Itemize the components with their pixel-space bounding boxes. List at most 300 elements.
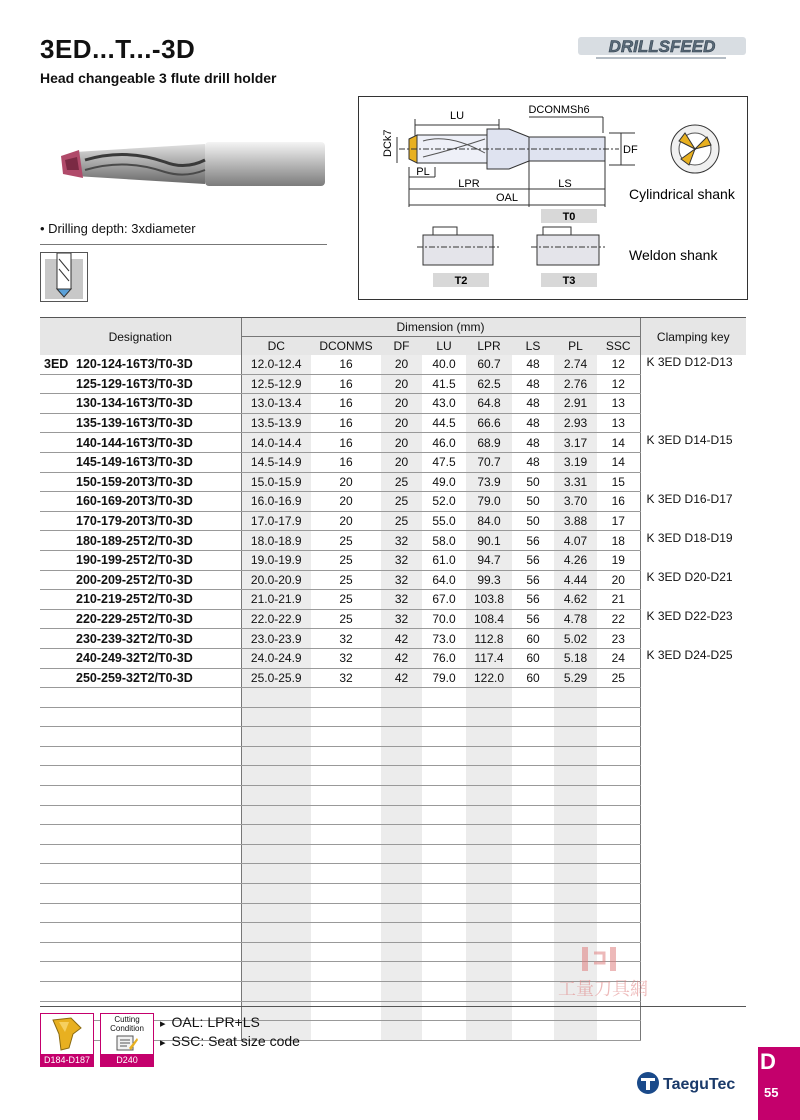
label-ls: LS [558,178,572,190]
value-cell-lu: 79.0 [422,668,466,688]
value-cell-df: 20 [381,433,422,453]
empty-table-row [40,707,746,727]
clamping-key-cell: K 3ED D22-D23 [646,609,733,624]
table-row [40,609,746,629]
value-cell-ls: 48 [512,374,554,394]
value-cell-df: 25 [381,511,422,531]
value-cell-dc: 15.0-15.9 [241,472,311,492]
empty-cell [640,707,746,727]
empty-cell [597,805,640,825]
value-cell-ssc: 12 [597,374,640,394]
empty-cell [466,786,512,806]
designation-code: 170-179-20T3/T0-3D [76,514,193,529]
value-cell-df: 20 [381,374,422,394]
designation-code: 210-219-25T2/T0-3D [76,592,193,607]
value-cell-df: 32 [381,590,422,610]
tag-t2: T2 [454,275,468,287]
empty-cell [40,707,241,727]
empty-cell [466,1001,512,1021]
empty-cell [422,884,466,904]
empty-cell [554,825,597,845]
empty-cell [512,844,554,864]
empty-cell [311,727,381,747]
value-cell-ssc: 19 [597,550,640,570]
empty-cell [422,707,466,727]
value-cell-ls: 50 [512,511,554,531]
value-cell-pl: 3.88 [554,511,597,531]
designation-cell [40,394,241,414]
value-cell-pl: 3.31 [554,472,597,492]
cylindrical-shank-label: Cylindrical shank [629,186,735,202]
note-ssc: ▸ SSC: Seat size code [160,1033,300,1052]
clamping-key-cell: K 3ED D12-D13 [646,355,733,369]
empty-cell [241,786,311,806]
drill-holder-photo [55,130,330,200]
empty-cell [311,884,381,904]
empty-cell [466,688,512,708]
empty-cell [381,746,422,766]
empty-cell [466,903,512,923]
empty-cell [311,766,381,786]
value-cell-df: 20 [381,413,422,433]
page-number: 55 [764,1085,779,1100]
value-cell-ls: 60 [512,648,554,668]
designation-code: 220-229-25T2/T0-3D [76,612,193,627]
clamping-key-cell: K 3ED D14-D15 [646,432,733,447]
value-cell-lu: 58.0 [422,531,466,551]
empty-cell [554,903,597,923]
value-cell-dconms: 16 [311,413,381,433]
empty-cell [241,884,311,904]
empty-cell [422,864,466,884]
empty-cell [512,903,554,923]
value-cell-dc: 14.5-14.9 [241,452,311,472]
label-dconms: DCONMSh6 [528,104,590,116]
watermark-text: 工量刀具網 [558,979,648,1000]
value-cell-df: 32 [381,609,422,629]
value-cell-ls: 50 [512,472,554,492]
empty-cell [512,884,554,904]
value-cell-dc: 14.0-14.4 [241,433,311,453]
empty-cell [640,786,746,806]
empty-cell [381,903,422,923]
value-cell-lu: 70.0 [422,609,466,629]
value-cell-lu: 73.0 [422,629,466,649]
empty-cell [640,903,746,923]
designation-prefix: 3ED [44,357,69,372]
empty-table-row [40,825,746,845]
value-cell-pl: 5.29 [554,668,597,688]
empty-cell [40,786,241,806]
empty-cell [311,844,381,864]
clamping-key-cell: K 3ED D20-D21 [646,570,733,585]
empty-cell [512,766,554,786]
label-df: DF [623,144,638,156]
value-cell-df: 20 [381,452,422,472]
value-cell-dc: 17.0-17.9 [241,511,311,531]
empty-table-row [40,844,746,864]
empty-cell [512,923,554,943]
value-cell-pl: 4.26 [554,550,597,570]
empty-cell [554,1021,597,1041]
divider [40,244,327,245]
drilling-depth-icon [40,252,88,302]
empty-cell [640,805,746,825]
empty-cell [40,923,241,943]
empty-cell [512,746,554,766]
empty-cell [311,982,381,1002]
empty-cell [422,746,466,766]
empty-cell [381,923,422,943]
value-cell-df: 32 [381,550,422,570]
empty-cell [597,766,640,786]
value-cell-dc: 20.0-20.9 [241,570,311,590]
empty-cell [311,1001,381,1021]
empty-cell [554,884,597,904]
value-cell-ls: 48 [512,452,554,472]
header-col-ssc: SSC [597,337,640,356]
empty-cell [241,688,311,708]
value-cell-ssc: 23 [597,629,640,649]
empty-cell [640,884,746,904]
value-cell-ssc: 16 [597,492,640,512]
label-lu: LU [449,110,465,122]
value-cell-ls: 56 [512,550,554,570]
insert-reference-icon [40,1013,94,1067]
value-cell-ssc: 14 [597,452,640,472]
value-cell-dc: 12.0-12.4 [241,355,311,374]
value-cell-ssc: 21 [597,590,640,610]
empty-cell [466,825,512,845]
value-cell-ssc: 17 [597,511,640,531]
empty-cell [597,786,640,806]
value-cell-dconms: 20 [311,492,381,512]
designation-cell [40,648,241,668]
empty-cell [554,844,597,864]
taegutec-logo [635,1068,745,1098]
value-cell-dc: 19.0-19.9 [241,550,311,570]
empty-cell [554,707,597,727]
value-cell-dc: 21.0-21.9 [241,590,311,610]
value-cell-lpr: 117.4 [466,648,512,668]
empty-cell [40,884,241,904]
value-cell-dconms: 16 [311,433,381,453]
value-cell-pl: 2.76 [554,374,597,394]
empty-cell [422,903,466,923]
insert-reference-tag: D184-D187 [41,1054,93,1066]
value-cell-ssc: 13 [597,413,640,433]
value-cell-dconms: 16 [311,355,381,374]
empty-cell [241,903,311,923]
empty-cell [311,864,381,884]
value-cell-dconms: 32 [311,648,381,668]
empty-cell [381,962,422,982]
value-cell-df: 20 [381,355,422,374]
empty-cell [381,1001,422,1021]
empty-cell [40,688,241,708]
value-cell-df: 25 [381,492,422,512]
designation-cell [40,550,241,570]
value-cell-ls: 56 [512,531,554,551]
empty-cell [640,1021,746,1041]
empty-cell [512,786,554,806]
label-lpr: LPR [458,178,480,190]
empty-cell [554,805,597,825]
designation-code: 250-259-32T2/T0-3D [76,670,193,685]
cutting-condition-icon [100,1013,154,1067]
empty-cell [466,982,512,1002]
empty-cell [597,1021,640,1041]
empty-cell [466,923,512,943]
empty-cell [422,727,466,747]
empty-cell [422,962,466,982]
value-cell-dc: 13.5-13.9 [241,413,311,433]
value-cell-pl: 2.74 [554,355,597,374]
value-cell-dc: 24.0-24.9 [241,648,311,668]
table-row [40,648,746,668]
designation-code: 180-189-25T2/T0-3D [76,533,193,548]
empty-cell [381,727,422,747]
empty-cell [381,766,422,786]
empty-cell [40,844,241,864]
empty-cell [466,844,512,864]
value-cell-ssc: 20 [597,570,640,590]
designation-cell [40,355,241,374]
section-letter: D [760,1049,776,1074]
empty-table-row [40,766,746,786]
empty-cell [40,942,241,962]
empty-cell [466,746,512,766]
value-cell-ls: 50 [512,492,554,512]
empty-cell [241,923,311,943]
empty-cell [241,766,311,786]
empty-cell [597,727,640,747]
value-cell-pl: 3.17 [554,433,597,453]
designation-cell [40,570,241,590]
value-cell-lu: 52.0 [422,492,466,512]
value-cell-lu: 49.0 [422,472,466,492]
empty-cell [640,864,746,884]
empty-cell [311,825,381,845]
empty-cell [311,942,381,962]
empty-cell [40,727,241,747]
empty-cell [241,942,311,962]
drillsfeed-logo [576,34,748,60]
value-cell-ls: 60 [512,668,554,688]
value-cell-lu: 55.0 [422,511,466,531]
value-cell-ls: 56 [512,590,554,610]
tag-t3: T3 [562,275,576,287]
empty-cell [311,903,381,923]
empty-cell [381,884,422,904]
empty-cell [512,707,554,727]
brand-text: DRILLSFEED [608,37,716,56]
empty-cell [381,688,422,708]
designation-code: 140-144-16T3/T0-3D [76,435,193,450]
empty-cell [512,727,554,747]
value-cell-dconms: 20 [311,511,381,531]
empty-cell [311,688,381,708]
value-cell-lu: 64.0 [422,570,466,590]
header-dimension: Dimension (mm) [241,318,640,337]
empty-cell [554,746,597,766]
empty-cell [40,982,241,1002]
empty-cell [311,962,381,982]
empty-cell [311,786,381,806]
clamping-key-cell: K 3ED D24-D25 [646,648,733,663]
section-tab [758,1047,800,1120]
empty-cell [640,688,746,708]
empty-cell [311,923,381,943]
empty-cell [466,942,512,962]
empty-cell [422,805,466,825]
tag-t0: T0 [562,211,576,223]
empty-cell [311,707,381,727]
value-cell-pl: 3.19 [554,452,597,472]
empty-cell [512,1021,554,1041]
header-clamping-key: Clamping key [640,318,746,355]
value-cell-df: 42 [381,648,422,668]
value-cell-ssc: 14 [597,433,640,453]
value-cell-lu: 43.0 [422,394,466,414]
value-cell-lpr: 90.1 [466,531,512,551]
value-cell-pl: 5.18 [554,648,597,668]
value-cell-dconms: 25 [311,609,381,629]
value-cell-dconms: 20 [311,472,381,492]
value-cell-ls: 48 [512,394,554,414]
empty-cell [597,844,640,864]
empty-cell [422,1001,466,1021]
empty-cell [241,864,311,884]
value-cell-lpr: 73.9 [466,472,512,492]
designation-cell [40,492,241,512]
header-col-lu: LU [422,337,466,356]
empty-table-row [40,903,746,923]
designation-cell [40,374,241,394]
empty-cell [554,766,597,786]
empty-table-row [40,805,746,825]
designation-cell [40,609,241,629]
empty-cell [466,707,512,727]
watermark [538,945,668,1005]
value-cell-dconms: 16 [311,452,381,472]
designation-code: 150-159-20T3/T0-3D [76,474,193,489]
empty-cell [381,825,422,845]
empty-cell [381,707,422,727]
value-cell-lpr: 122.0 [466,668,512,688]
designation-code: 190-199-25T2/T0-3D [76,553,193,568]
value-cell-dconms: 16 [311,394,381,414]
empty-table-row [40,746,746,766]
table-row [40,570,746,590]
empty-cell [241,844,311,864]
empty-cell [40,766,241,786]
clamping-key-cell: K 3ED D16-D17 [646,491,733,506]
value-cell-lpr: 84.0 [466,511,512,531]
designation-cell [40,413,241,433]
empty-cell [597,864,640,884]
empty-cell [422,766,466,786]
designation-cell [40,531,241,551]
empty-cell [597,688,640,708]
value-cell-ls: 60 [512,629,554,649]
value-cell-ssc: 24 [597,648,640,668]
empty-cell [311,805,381,825]
value-cell-lpr: 108.4 [466,609,512,629]
value-cell-lu: 76.0 [422,648,466,668]
value-cell-ssc: 22 [597,609,640,629]
empty-cell [554,864,597,884]
empty-cell [40,864,241,884]
value-cell-ls: 48 [512,433,554,453]
label-oal: OAL [495,192,519,204]
cutting-condition-tag: D240 [101,1054,153,1066]
empty-cell [640,825,746,845]
value-cell-pl: 5.02 [554,629,597,649]
value-cell-lpr: 64.8 [466,394,512,414]
value-cell-dconms: 25 [311,590,381,610]
value-cell-df: 32 [381,570,422,590]
empty-cell [512,864,554,884]
empty-cell [597,746,640,766]
header-col-lpr: LPR [466,337,512,356]
value-cell-ls: 56 [512,609,554,629]
empty-cell [597,923,640,943]
table-row [40,531,746,551]
empty-cell [241,727,311,747]
empty-cell [422,923,466,943]
empty-cell [466,727,512,747]
value-cell-pl: 4.07 [554,531,597,551]
empty-cell [422,942,466,962]
designation-code: 135-139-16T3/T0-3D [76,416,193,431]
value-cell-lu: 46.0 [422,433,466,453]
value-cell-dc: 25.0-25.9 [241,668,311,688]
designation-cell [40,511,241,531]
value-cell-lu: 44.5 [422,413,466,433]
designation-cell [40,629,241,649]
empty-cell [40,903,241,923]
empty-cell [381,942,422,962]
empty-cell [422,688,466,708]
empty-cell [40,805,241,825]
empty-cell [311,1021,381,1041]
value-cell-lpr: 68.9 [466,433,512,453]
empty-cell [466,864,512,884]
value-cell-pl: 2.93 [554,413,597,433]
header-col-pl: PL [554,337,597,356]
value-cell-lpr: 99.3 [466,570,512,590]
value-cell-ls: 48 [512,413,554,433]
empty-cell [381,982,422,1002]
empty-cell [241,707,311,727]
empty-cell [40,962,241,982]
empty-cell [640,923,746,943]
label-pl: PL [416,166,430,178]
empty-cell [241,805,311,825]
empty-cell [597,884,640,904]
empty-cell [311,746,381,766]
empty-cell [597,825,640,845]
value-cell-lpr: 60.7 [466,355,512,374]
empty-cell [512,688,554,708]
value-cell-dconms: 25 [311,531,381,551]
empty-cell [422,1021,466,1041]
empty-cell [597,903,640,923]
empty-table-row [40,786,746,806]
value-cell-pl: 4.62 [554,590,597,610]
value-cell-ssc: 18 [597,531,640,551]
